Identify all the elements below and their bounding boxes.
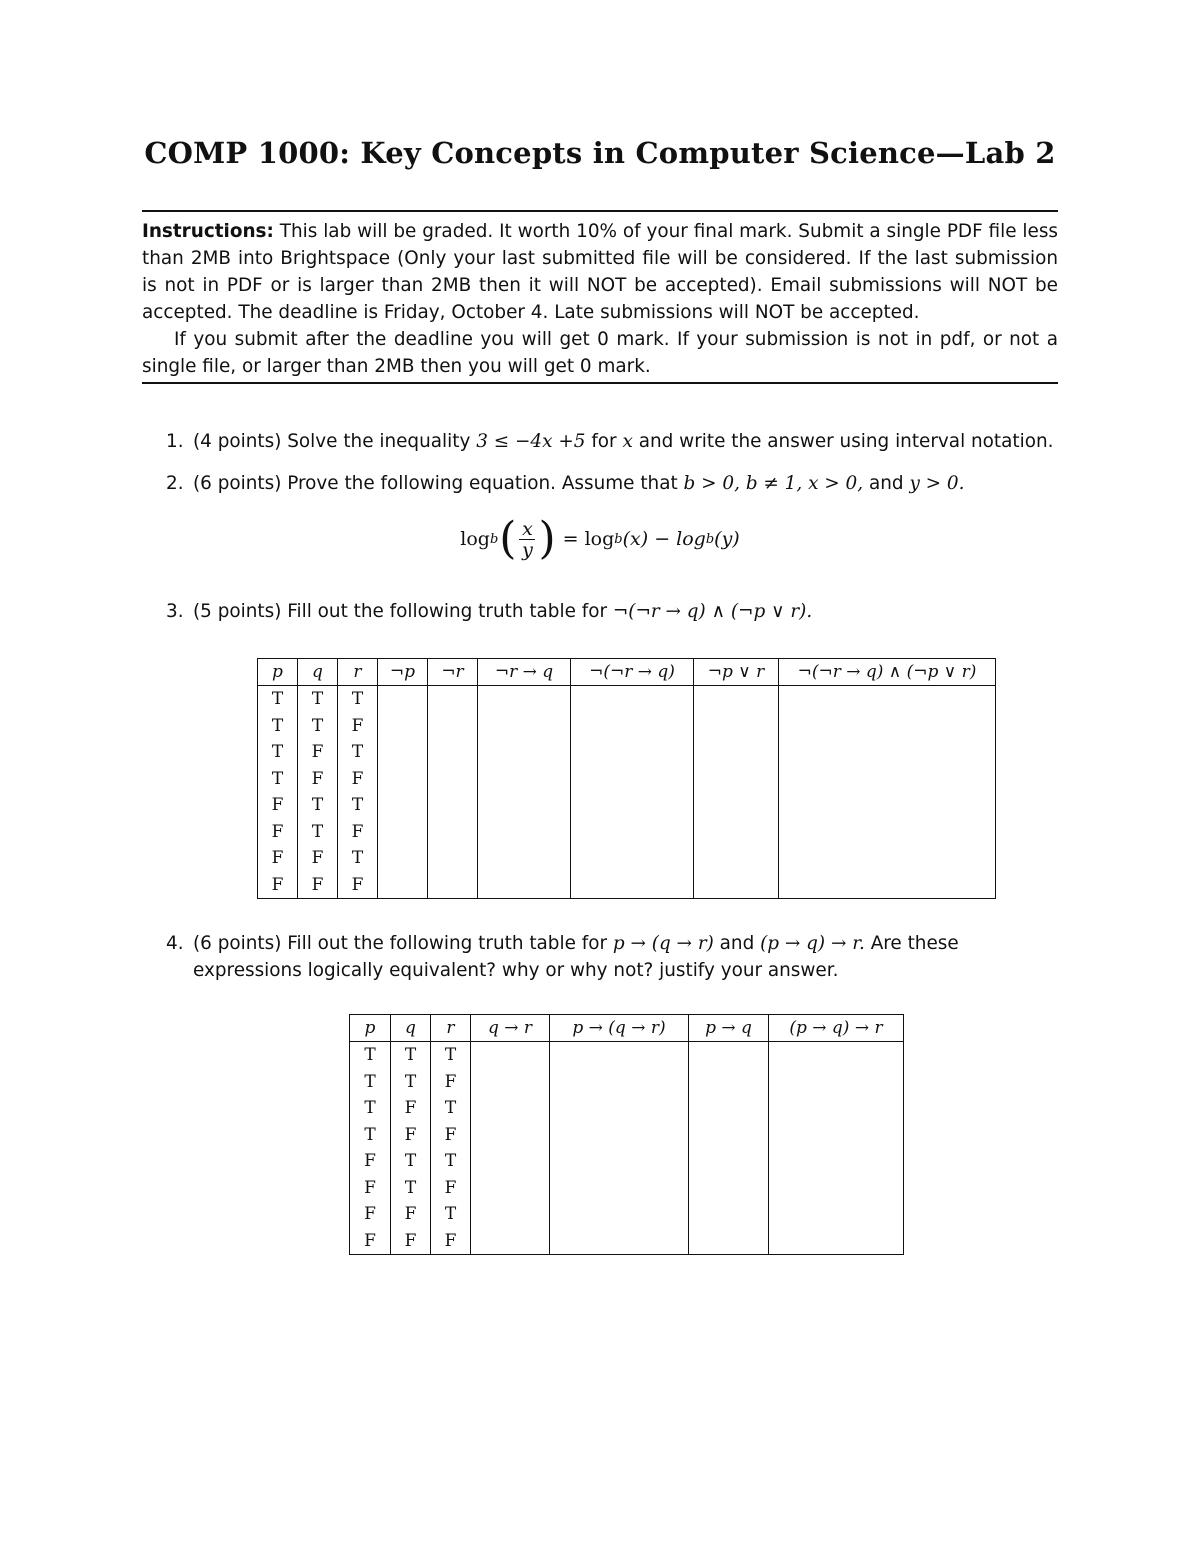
cell-q: F [298, 845, 338, 872]
empty-cell[interactable] [478, 739, 571, 766]
cell-q: F [391, 1122, 431, 1149]
col-header: p [258, 659, 298, 686]
empty-cell[interactable] [779, 872, 996, 899]
empty-cell[interactable] [378, 819, 428, 846]
empty-cell[interactable] [769, 1095, 904, 1122]
cell-p: F [350, 1175, 391, 1202]
question-math: ¬(¬r → q) ∧ (¬p ∨ r). [612, 601, 813, 622]
col-header: ¬r → q [478, 659, 571, 686]
question-2 [166, 470, 1058, 497]
instructions-paragraph-2: If you submit after the deadline you will get 0 mark. If your submission is not in pdf, or not a single file, or larger than 2MB then you will get 0 mark. [142, 329, 1058, 377]
cell-q: T [391, 1042, 431, 1069]
empty-cell[interactable] [428, 739, 478, 766]
question-points: (6 points) [193, 473, 282, 494]
empty-cell[interactable] [478, 819, 571, 846]
table-row [350, 1228, 904, 1255]
empty-cell[interactable] [779, 766, 996, 793]
table-row [258, 872, 996, 899]
cell-r: T [431, 1042, 471, 1069]
col-header: ¬(¬r → q) [571, 659, 694, 686]
empty-cell[interactable] [689, 1095, 769, 1122]
col-header: ¬p ∨ r [694, 659, 779, 686]
empty-cell[interactable] [689, 1148, 769, 1175]
empty-cell[interactable] [378, 792, 428, 819]
empty-cell[interactable] [694, 686, 779, 713]
empty-cell[interactable] [571, 792, 694, 819]
col-header: ¬(¬r → q) ∧ (¬p ∨ r) [779, 659, 996, 686]
eq-paren-left: ( [499, 513, 517, 564]
empty-cell[interactable] [769, 1069, 904, 1096]
table-row [258, 845, 996, 872]
eq-rhs-arg1: (x) − log [622, 528, 706, 550]
empty-cell[interactable] [428, 713, 478, 740]
empty-cell[interactable] [550, 1228, 689, 1255]
truth-table-2 [349, 1014, 904, 1255]
question-number: 1. [166, 431, 184, 452]
col-header: ¬p [378, 659, 428, 686]
question-text: Fill out the following truth table for [287, 933, 608, 954]
question-points: (5 points) [193, 601, 282, 622]
empty-cell[interactable] [428, 686, 478, 713]
empty-cell[interactable] [694, 739, 779, 766]
empty-cell[interactable] [428, 872, 478, 899]
col-header: r [431, 1015, 471, 1042]
empty-cell[interactable] [550, 1175, 689, 1202]
bottom-rule [142, 382, 1058, 384]
question-text: Solve the inequality [287, 431, 471, 452]
empty-cell[interactable] [779, 739, 996, 766]
empty-cell[interactable] [769, 1175, 904, 1202]
empty-cell[interactable] [571, 819, 694, 846]
col-header: q [391, 1015, 431, 1042]
cell-r: T [338, 686, 378, 713]
empty-cell[interactable] [779, 819, 996, 846]
cell-q: T [391, 1175, 431, 1202]
cell-q: F [391, 1228, 431, 1255]
question-number: 3. [166, 601, 184, 622]
empty-cell[interactable] [779, 792, 996, 819]
empty-cell[interactable] [769, 1042, 904, 1069]
empty-cell[interactable] [471, 1228, 550, 1255]
col-header: p [350, 1015, 391, 1042]
empty-cell[interactable] [769, 1122, 904, 1149]
empty-cell[interactable] [378, 713, 428, 740]
empty-cell[interactable] [689, 1175, 769, 1202]
question-text: and [868, 473, 904, 494]
col-header: ¬r [428, 659, 478, 686]
empty-cell[interactable] [471, 1148, 550, 1175]
empty-cell[interactable] [550, 1069, 689, 1096]
question-1 [166, 428, 1058, 455]
cell-p: T [258, 713, 298, 740]
empty-cell[interactable] [378, 845, 428, 872]
empty-cell[interactable] [779, 713, 996, 740]
question-points: (6 points) [193, 933, 282, 954]
question-text: and [719, 933, 755, 954]
empty-cell[interactable] [694, 845, 779, 872]
empty-cell[interactable] [428, 766, 478, 793]
empty-cell[interactable] [689, 1069, 769, 1096]
col-header: r [338, 659, 378, 686]
eq-rhs-arg2: (y) [714, 528, 740, 550]
cell-p: T [258, 766, 298, 793]
top-rule [142, 210, 1058, 212]
table-row [350, 1201, 904, 1228]
table-row [258, 792, 996, 819]
eq-rhs: = log [562, 528, 615, 550]
cell-r: F [338, 872, 378, 899]
empty-cell[interactable] [769, 1201, 904, 1228]
cell-q: F [298, 739, 338, 766]
question-math: p → (q → r) [612, 933, 714, 954]
cell-q: T [298, 792, 338, 819]
cell-p: T [350, 1069, 391, 1096]
table-row [258, 686, 996, 713]
empty-cell[interactable] [471, 1069, 550, 1096]
empty-cell[interactable] [571, 739, 694, 766]
empty-cell[interactable] [694, 872, 779, 899]
cell-p: T [350, 1122, 391, 1149]
empty-cell[interactable] [694, 766, 779, 793]
cell-r: F [431, 1122, 471, 1149]
cell-p: F [258, 819, 298, 846]
cell-r: F [338, 819, 378, 846]
empty-cell[interactable] [550, 1148, 689, 1175]
question-text: Prove the following equation. Assume that [287, 473, 678, 494]
question-text: Fill out the following truth table for [287, 601, 608, 622]
cell-p: T [258, 739, 298, 766]
empty-cell[interactable] [478, 872, 571, 899]
empty-cell[interactable] [550, 1095, 689, 1122]
cell-r: F [431, 1175, 471, 1202]
cell-p: F [258, 845, 298, 872]
eq-paren-right: ) [538, 513, 556, 564]
question-number: 2. [166, 473, 184, 494]
empty-cell[interactable] [689, 1228, 769, 1255]
empty-cell[interactable] [471, 1175, 550, 1202]
question-number: 4. [166, 933, 184, 954]
empty-cell[interactable] [478, 792, 571, 819]
question-math: y > 0. [909, 473, 965, 494]
cell-p: F [350, 1228, 391, 1255]
eq-numerator: x [522, 517, 533, 540]
table-header-row [350, 1015, 904, 1042]
cell-q: T [391, 1069, 431, 1096]
empty-cell[interactable] [694, 819, 779, 846]
empty-cell[interactable] [471, 1201, 550, 1228]
truth-table-1 [257, 658, 996, 899]
empty-cell[interactable] [428, 792, 478, 819]
empty-cell[interactable] [471, 1122, 550, 1149]
cell-p: F [258, 792, 298, 819]
question-4 [166, 930, 1058, 984]
empty-cell[interactable] [779, 845, 996, 872]
instructions-lead: Instructions: [142, 221, 274, 242]
empty-cell[interactable] [571, 686, 694, 713]
cell-q: F [298, 872, 338, 899]
table-row [258, 739, 996, 766]
col-header: q → r [471, 1015, 550, 1042]
cell-r: F [338, 713, 378, 740]
cell-q: T [298, 713, 338, 740]
table-row [350, 1122, 904, 1149]
empty-cell[interactable] [378, 766, 428, 793]
empty-cell[interactable] [769, 1148, 904, 1175]
cell-r: T [338, 792, 378, 819]
cell-p: F [350, 1148, 391, 1175]
empty-cell[interactable] [471, 1042, 550, 1069]
empty-cell[interactable] [694, 713, 779, 740]
empty-cell[interactable] [478, 766, 571, 793]
eq-log: log [460, 528, 490, 550]
table-row [350, 1095, 904, 1122]
empty-cell[interactable] [378, 739, 428, 766]
empty-cell[interactable] [571, 766, 694, 793]
cell-r: T [431, 1095, 471, 1122]
cell-q: F [298, 766, 338, 793]
empty-cell[interactable] [571, 845, 694, 872]
cell-r: T [338, 739, 378, 766]
empty-cell[interactable] [471, 1095, 550, 1122]
question-math: x [622, 431, 633, 452]
table-row [258, 713, 996, 740]
log-equation [0, 514, 1200, 564]
table-row [350, 1148, 904, 1175]
cell-q: T [298, 686, 338, 713]
empty-cell[interactable] [550, 1201, 689, 1228]
question-text: Are these expressions logically equivalent? why or why not? justify your answer. [193, 933, 959, 981]
instructions-box [142, 218, 1058, 380]
question-math: b > 0, b ≠ 1, x > 0, [683, 473, 864, 494]
empty-cell[interactable] [428, 845, 478, 872]
col-header: (p → q) → r [769, 1015, 904, 1042]
empty-cell[interactable] [689, 1122, 769, 1149]
empty-cell[interactable] [378, 686, 428, 713]
cell-r: T [431, 1201, 471, 1228]
empty-cell[interactable] [689, 1201, 769, 1228]
empty-cell[interactable] [478, 845, 571, 872]
question-3 [166, 598, 1058, 625]
table-row [258, 766, 996, 793]
cell-p: T [258, 686, 298, 713]
empty-cell[interactable] [571, 872, 694, 899]
empty-cell[interactable] [694, 792, 779, 819]
eq-rhs-base: b [614, 531, 623, 547]
empty-cell[interactable] [478, 686, 571, 713]
cell-q: F [391, 1095, 431, 1122]
empty-cell[interactable] [550, 1122, 689, 1149]
table-row [350, 1042, 904, 1069]
empty-cell[interactable] [378, 872, 428, 899]
page-title: COMP 1000: Key Concepts in Computer Science—Lab 2 [144, 136, 1056, 170]
cell-q: F [391, 1201, 431, 1228]
cell-q: T [298, 819, 338, 846]
table-row [350, 1175, 904, 1202]
empty-cell[interactable] [550, 1042, 689, 1069]
table-row [350, 1069, 904, 1096]
empty-cell[interactable] [769, 1228, 904, 1255]
cell-p: F [350, 1201, 391, 1228]
cell-r: T [338, 845, 378, 872]
cell-p: T [350, 1042, 391, 1069]
cell-q: T [391, 1148, 431, 1175]
table-header-row [258, 659, 996, 686]
question-text: for [591, 431, 617, 452]
empty-cell[interactable] [571, 713, 694, 740]
col-header: p → q [689, 1015, 769, 1042]
empty-cell[interactable] [689, 1042, 769, 1069]
eq-fraction [519, 519, 535, 560]
question-math: 3 ≤ −4x +5 [476, 431, 586, 452]
empty-cell[interactable] [428, 819, 478, 846]
cell-r: F [431, 1069, 471, 1096]
instructions-paragraph-1 [142, 218, 1058, 326]
table-row [258, 819, 996, 846]
cell-r: F [431, 1228, 471, 1255]
cell-r: T [431, 1148, 471, 1175]
cell-p: F [258, 872, 298, 899]
cell-p: T [350, 1095, 391, 1122]
question-points: (4 points) [193, 431, 282, 452]
instructions-text-1: This lab will be graded. It worth 10% of your final mark. Submit a single PDF file less than 2MB into Brightspace (Only your last submitted file will be considered. If the last submission is not in PDF or is larger than 2MB then it will NOT be accepted). Email submissions will NOT be accepted. The deadline is Friday, October 4. Late submissions will NOT be accepted. [142, 221, 1058, 323]
eq-rhs-base2: b [705, 531, 715, 547]
cell-r: F [338, 766, 378, 793]
question-math: (p → q) → r. [760, 933, 865, 954]
col-header: q [298, 659, 338, 686]
eq-base: b [489, 531, 499, 547]
col-header: p → (q → r) [550, 1015, 689, 1042]
question-text: and write the answer using interval notation. [638, 431, 1054, 452]
eq-denominator: y [522, 538, 533, 561]
empty-cell[interactable] [779, 686, 996, 713]
empty-cell[interactable] [478, 713, 571, 740]
